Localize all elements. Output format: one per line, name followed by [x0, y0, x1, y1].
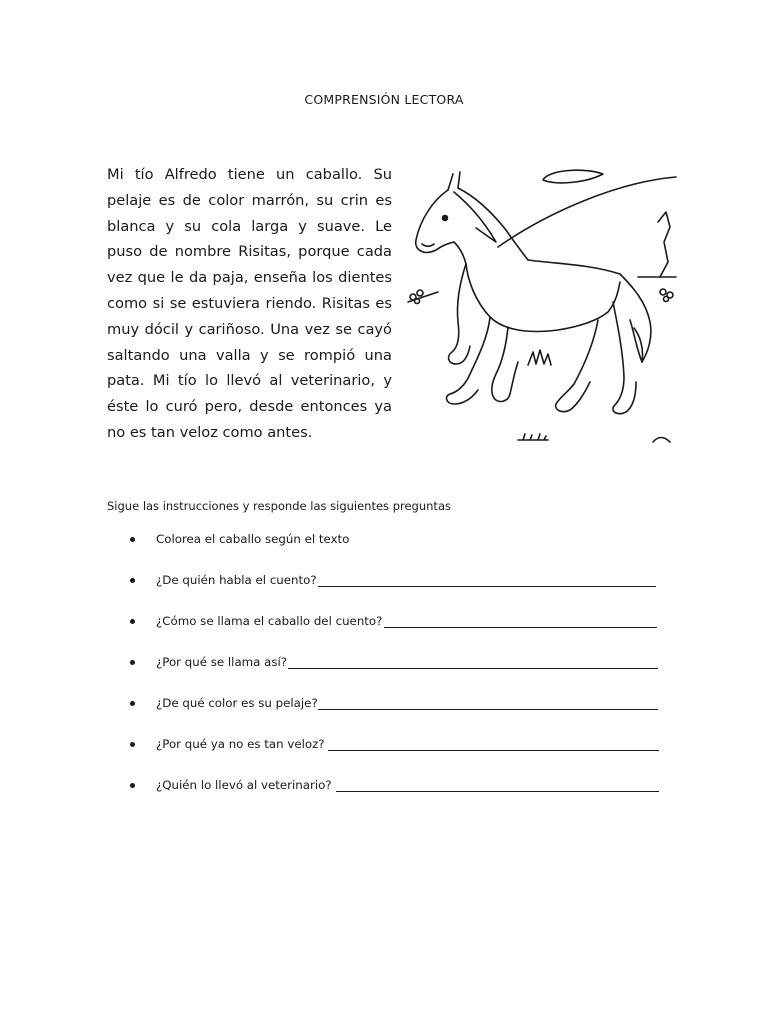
list-item [0, 530, 768, 571]
bullet-icon [130, 783, 135, 788]
horse-coloring-icon [398, 152, 678, 448]
bullet-icon [130, 537, 135, 542]
answer-line[interactable] [288, 668, 658, 669]
question-text: ¿Por qué se llama así? [156, 655, 288, 669]
question-list [0, 530, 768, 817]
answer-line[interactable] [328, 750, 659, 751]
question-text: ¿Cómo se llama el caballo del cuento? [156, 614, 383, 628]
bullet-icon [130, 578, 135, 583]
bullet-icon [130, 619, 135, 624]
list-item [0, 571, 768, 612]
question-text: ¿Por qué ya no es tan veloz? [156, 737, 325, 751]
hill-line [498, 177, 676, 247]
answer-line[interactable] [318, 709, 658, 710]
cloud-shape [543, 170, 603, 183]
question-text: ¿De quién habla el cuento? [156, 573, 317, 587]
list-item [0, 694, 768, 735]
list-item [0, 735, 768, 776]
bush-shape [658, 212, 670, 277]
list-item [0, 776, 768, 817]
bullet-icon [130, 660, 135, 665]
question-text: Colorea el caballo según el texto [156, 532, 350, 546]
answer-line[interactable] [384, 627, 657, 628]
list-item [0, 653, 768, 694]
answer-line[interactable] [318, 586, 656, 587]
question-text: ¿Quién lo llevó al veterinario? [156, 778, 332, 792]
list-item [0, 612, 768, 653]
instructions-text: Sigue las instrucciones y responde las siguientes preguntas [107, 499, 451, 513]
story-paragraph: Mi tío Alfredo tiene un caballo. Su pelaje es de color marrón, su crin es blanca y su cola larga y suave. Le puso de nombre Risitas, porque cada vez que le da paja, enseña los dientes como si se estuviera riendo. Risitas es muy dócil y cariñoso. Una vez se cayó saltando una valla y se rompió una pata. Mi tío lo llevó al veterinario, y éste lo curó pero, desde entonces ya no es tan veloz como antes. [107, 166, 392, 441]
answer-line[interactable] [336, 791, 659, 792]
page-title: COMPRENSIÓN LECTORA [304, 92, 464, 107]
bullet-icon [130, 742, 135, 747]
question-text: ¿De qué color es su pelaje? [156, 696, 318, 710]
bullet-icon [130, 701, 135, 706]
